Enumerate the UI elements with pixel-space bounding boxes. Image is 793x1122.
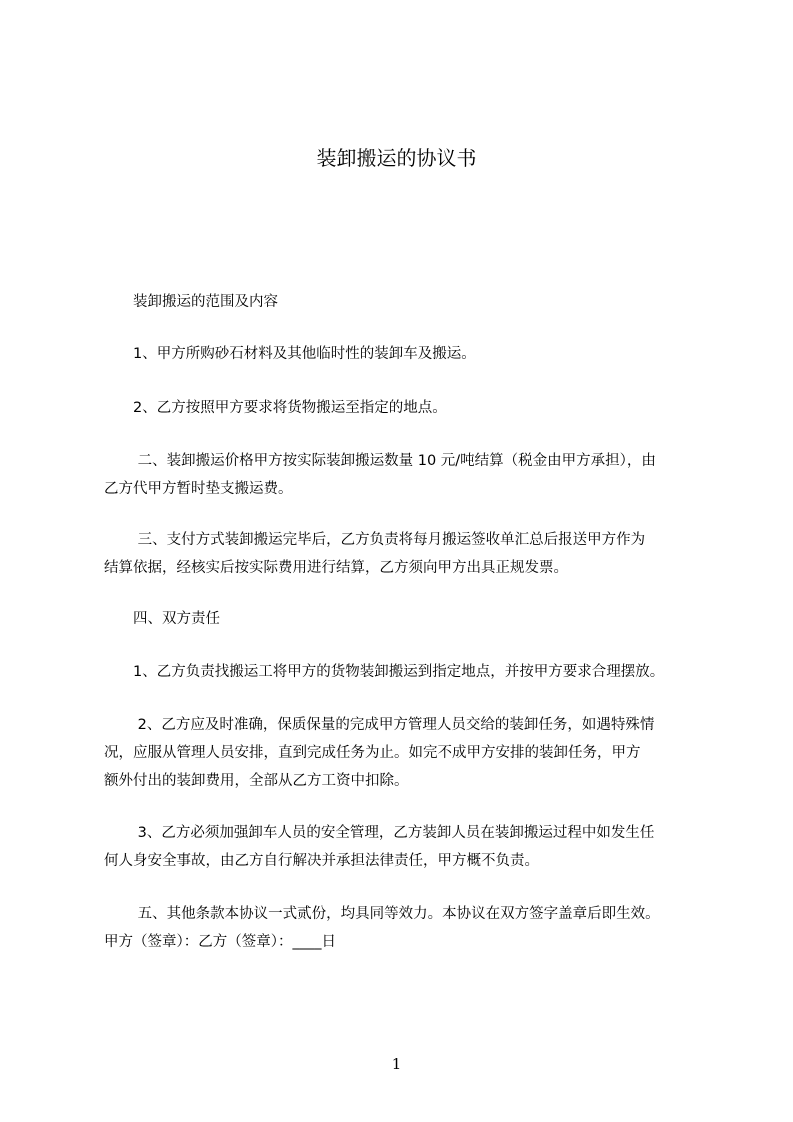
paragraph-line: 1、乙方负责找搬运工将甲方的货物装卸搬运到指定地点，并按甲方要求合理摆放。 (104, 664, 665, 680)
paragraph-line: 三、支付方式装卸搬运完毕后，乙方负责将每月搬运签收单汇总后报送甲方作为 (104, 532, 646, 548)
section-duties-heading (104, 605, 724, 633)
section-scope-item-2 (104, 394, 724, 422)
section-scope-item-1 (104, 340, 724, 368)
paragraph-line: 二、装卸搬运价格甲方按实际装卸搬运数量 10 元/吨结算（税金由甲方承担），由 (104, 453, 656, 469)
paragraph-line: 五、其他条款本协议一式贰份，均具同等效力。本协议在双方签字盖章后即生效。 (104, 906, 660, 922)
paragraph-line: 1、甲方所购砂石材料及其他临时性的装卸车及搬运。 (104, 346, 476, 362)
section-duty-1 (104, 658, 724, 686)
signature-line: 甲方（签章）：乙方（签章）：____日 (104, 934, 336, 950)
section-duty-3 (104, 819, 724, 875)
section-duty-2 (104, 711, 724, 795)
document-title: 装卸搬运的协议书 (316, 146, 477, 170)
paragraph-line: 况，应服从管理人员安排，直到完成任务为止。如完不成甲方安排的装卸任务，甲方 (104, 745, 641, 761)
paragraph-line: 四、双方责任 (104, 611, 220, 627)
section-payment (104, 526, 724, 582)
paragraph-line: 何人身安全事故，由乙方自行解决并承担法律责任，甲方概不负责。 (104, 853, 539, 869)
paragraph-line: 额外付出的装卸费用，全部从乙方工资中扣除。 (104, 773, 409, 789)
section-scope-heading (104, 288, 724, 316)
section-price (104, 447, 724, 503)
paragraph-line: 乙方代甲方暂时垫支搬运费。 (104, 481, 293, 497)
paragraph-line: 3、乙方必须加强卸车人员的安全管理，乙方装卸人员在装卸搬运过程中如发生任 (104, 825, 655, 841)
paragraph-line: 2、乙方按照甲方要求将货物搬运至指定的地点。 (104, 400, 447, 416)
section-other (104, 900, 724, 956)
paragraph-line: 结算依据，经核实后按实际费用进行结算，乙方须向甲方出具正规发票。 (104, 560, 568, 576)
paragraph-line: 2、乙方应及时准确，保质保量的完成甲方管理人员交给的装卸任务，如遇特殊情 (104, 717, 655, 733)
page-number: 1 (391, 1055, 402, 1073)
paragraph-line: 装卸搬运的范围及内容 (104, 294, 278, 310)
